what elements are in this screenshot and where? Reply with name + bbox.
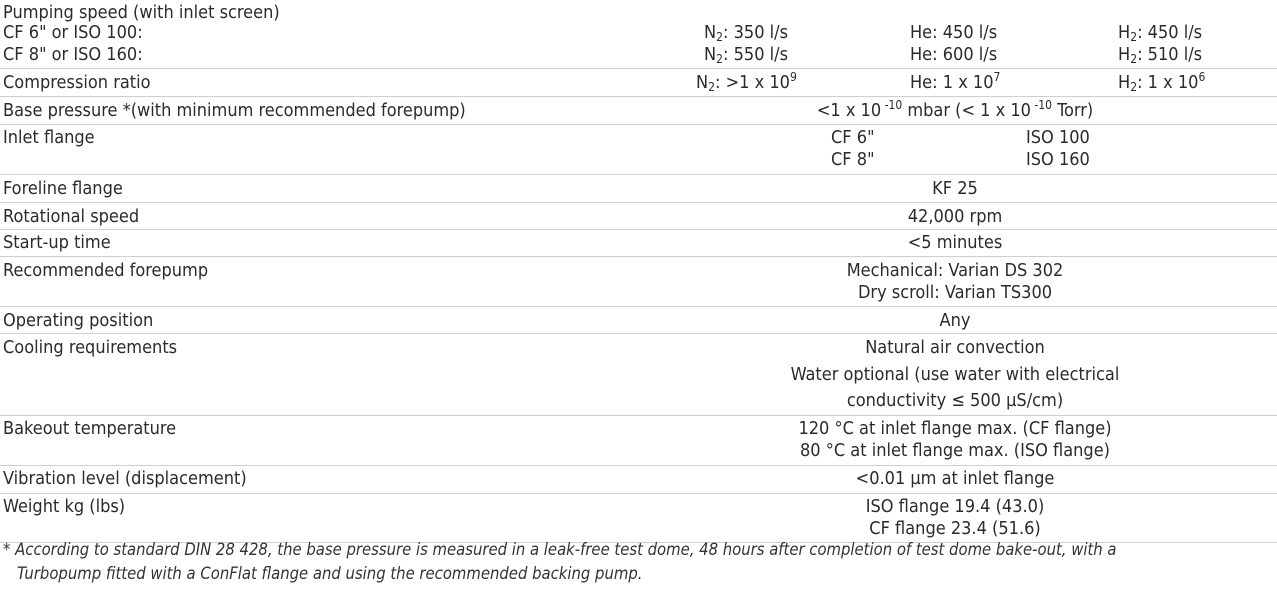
cooling-conductivity-value: conductivity ≤ 500 µS/cm) bbox=[846, 390, 1064, 411]
base-pressure-value: <1 x 10 $^{-10}$ mbar (< 1 x 10 $^{-10}$ Torr) bbox=[816, 98, 1094, 121]
cooling-natural-air-value: Natural air convection bbox=[865, 337, 1045, 358]
row-operating-position bbox=[0, 307, 1277, 334]
pumping-speed-label: Pumping speed (with inlet screen) bbox=[3, 2, 280, 23]
bakeout-temperature-label: Bakeout temperature bbox=[3, 418, 177, 439]
inlet-flange-label: Inlet flange bbox=[3, 127, 95, 148]
bakeout-iso-value: 80 °C at inlet flange max. (ISO flange) bbox=[800, 440, 1110, 461]
cf6-he-value: He: 450 l/s bbox=[910, 22, 998, 43]
weight-label: Weight kg (lbs) bbox=[3, 496, 126, 517]
inlet-cf8-value: CF 8" bbox=[831, 149, 875, 170]
operating-position-value: Any bbox=[939, 310, 971, 331]
cf8-label: CF 8" or ISO 160: bbox=[3, 44, 143, 65]
vibration-level-value: <0.01 µm at inlet flange bbox=[855, 468, 1055, 489]
foreline-flange-label: Foreline flange bbox=[3, 178, 123, 199]
inlet-iso160-value: ISO 160 bbox=[1026, 149, 1090, 170]
inlet-iso100-value: ISO 100 bbox=[1026, 127, 1090, 148]
row-compression-ratio bbox=[0, 69, 1277, 97]
cooling-requirements-label: Cooling requirements bbox=[3, 337, 178, 358]
row-recommended-forepump bbox=[0, 257, 1277, 307]
cf8-h2-value: $H_2$: 510 l/s bbox=[1118, 44, 1203, 66]
row-bakeout-temperature bbox=[0, 416, 1277, 466]
row-startup-time bbox=[0, 230, 1277, 257]
compression-ratio-label: Compression ratio bbox=[3, 72, 151, 93]
foreline-flange-value: KF 25 bbox=[932, 178, 978, 199]
row-vibration-level bbox=[0, 466, 1277, 494]
forepump-mechanical-value: Mechanical: Varian DS 302 bbox=[846, 260, 1064, 281]
inlet-cf6-value: CF 6" bbox=[831, 127, 875, 148]
row-cooling-requirements bbox=[0, 334, 1277, 416]
footnote-line-1: * According to standard DIN 28 428, the base pressure is measured in a leak-free test dome, 48 hours after completion of test dome bake-out, with a bbox=[3, 540, 1117, 559]
cf6-h2-value: $H_2$: 450 l/s bbox=[1118, 22, 1203, 44]
footnote-line-2: Turbopump fitted with a ConFlat flange and using the recommended backing pump. bbox=[17, 564, 643, 583]
startup-time-value: <5 minutes bbox=[907, 232, 1003, 253]
base-pressure-label: Base pressure *(with minimum recommended forepump) bbox=[3, 100, 466, 121]
footnote bbox=[3, 538, 1253, 586]
forepump-dry-scroll-value: Dry scroll: Varian TS300 bbox=[857, 282, 1053, 303]
row-weight bbox=[0, 494, 1277, 543]
compression-he-value: He: 1 x $10^7$ bbox=[910, 70, 1001, 93]
operating-position-label: Operating position bbox=[3, 310, 154, 331]
row-base-pressure bbox=[0, 97, 1277, 125]
cf8-he-value: He: 600 l/s bbox=[910, 44, 998, 65]
rotational-speed-value: 42,000 rpm bbox=[907, 206, 1003, 227]
row-inlet-flange bbox=[0, 125, 1277, 175]
weight-iso-value: ISO flange 19.4 (43.0) bbox=[865, 496, 1045, 517]
recommended-forepump-label: Recommended forepump bbox=[3, 260, 209, 281]
cf6-n2-value: $N_2$: 350 l/s bbox=[704, 22, 789, 44]
cf8-n2-value: $N_2$: 550 l/s bbox=[704, 44, 789, 66]
rotational-speed-label: Rotational speed bbox=[3, 206, 140, 227]
vibration-level-label: Vibration level (displacement) bbox=[3, 468, 247, 489]
row-foreline-flange bbox=[0, 175, 1277, 203]
bakeout-cf-value: 120 °C at inlet flange max. (CF flange) bbox=[798, 418, 1112, 439]
row-rotational-speed bbox=[0, 203, 1277, 230]
row-pumping-speed bbox=[0, 0, 1277, 69]
cf6-label: CF 6" or ISO 100: bbox=[3, 22, 143, 43]
compression-n2-value: $N_2$: >1 x $10^9$ bbox=[696, 70, 797, 94]
compression-h2-value: $H_2$: 1 x $10^6$ bbox=[1118, 70, 1206, 94]
startup-time-label: Start-up time bbox=[3, 232, 111, 253]
weight-cf-value: CF flange 23.4 (51.6) bbox=[869, 518, 1041, 539]
cooling-water-optional-value: Water optional (use water with electrical bbox=[790, 364, 1120, 385]
